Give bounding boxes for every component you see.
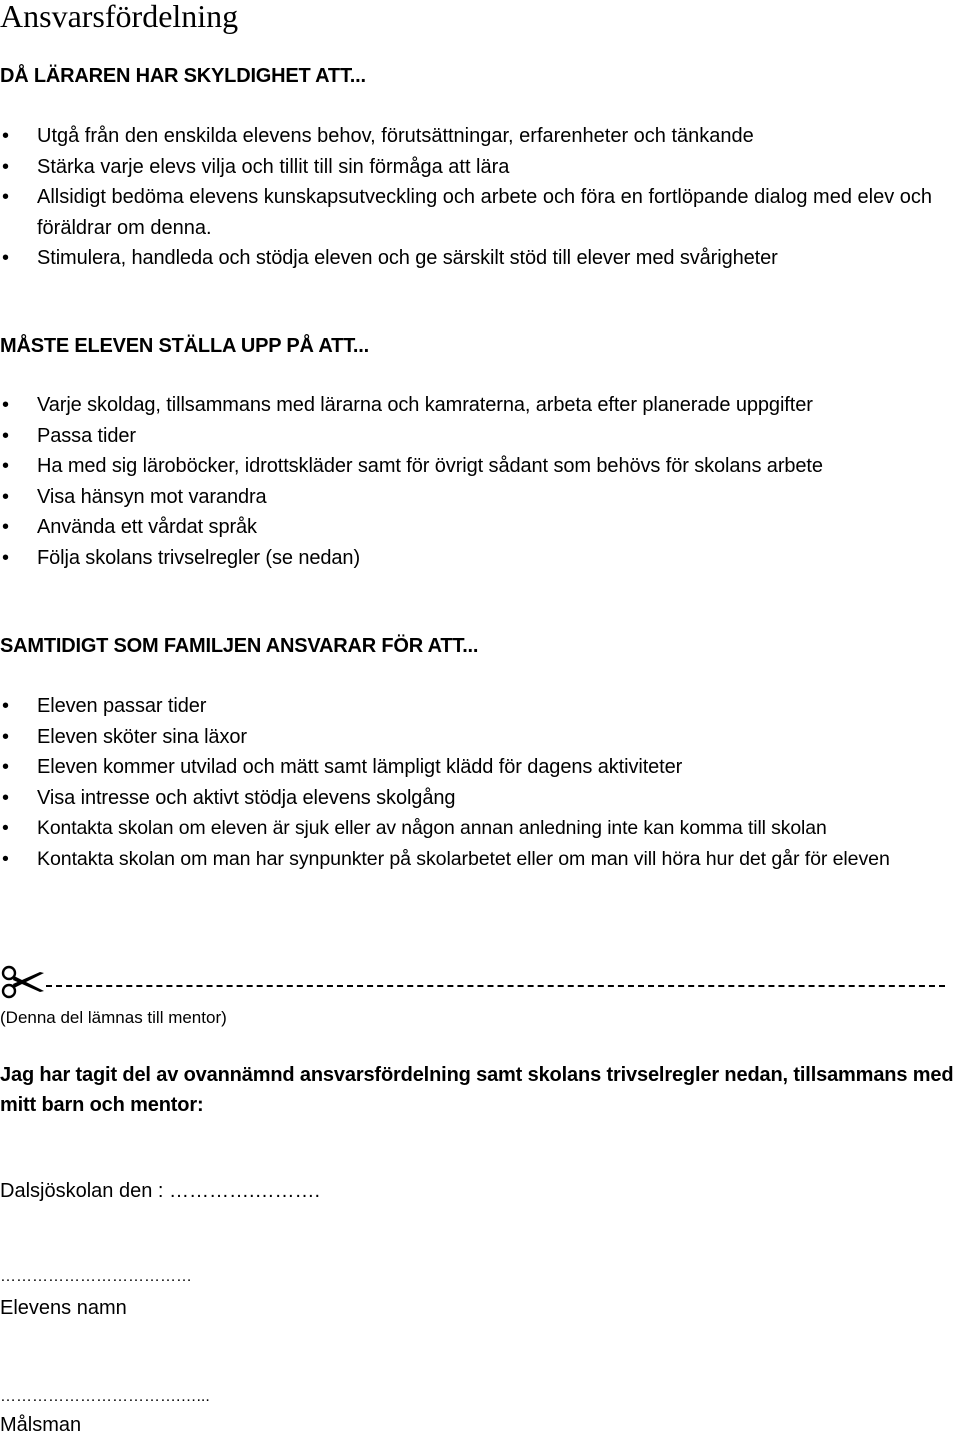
list-item: • Följa skolans trivselregler (se nedan): [0, 543, 942, 574]
list-item: • Allsidigt bedöma elevens kunskapsutveckling och arbete och föra en fortlöpande dialog med elev och föräldrar om denna.: [0, 182, 942, 243]
list-item: • Eleven sköter sina läxor: [0, 722, 942, 753]
page-title: Ansvarsfördelning: [0, 0, 239, 34]
list-item: • Visa intresse och aktivt stödja elevens skolgång: [0, 783, 942, 814]
student-signature-line: ………………………………: [0, 1268, 192, 1285]
list-item: • Utgå från den enskilda elevens behov, förutsättningar, erfarenheter och tänkande: [0, 121, 942, 152]
list-item: • Använda ett vårdat språk: [0, 512, 942, 543]
cut-line: [0, 964, 945, 1000]
list-item: • Stimulera, handleda och stödja eleven och ge särskilt stöd till elever med svårigheter: [0, 243, 942, 274]
section-heading-student: MÅSTE ELEVEN STÄLLA UPP PÅ ATT...: [0, 335, 369, 357]
student-duties-list: [0, 390, 942, 573]
cut-note: (Denna del lämnas till mentor): [0, 1008, 227, 1027]
scissors-icon: [0, 964, 46, 1000]
dashed-cut-line: [46, 985, 945, 987]
list-item: • Passa tider: [0, 421, 942, 452]
date-line: Dalsjöskolan den : ………….……….: [0, 1180, 321, 1202]
list-item: • Eleven passar tider: [0, 691, 942, 722]
confirmation-text: Jag har tagit del av ovannämnd ansvarsfördelning samt skolans trivselregler nedan, tillsammans med mitt barn och mentor:: [0, 1064, 954, 1116]
teacher-duties-list: [0, 121, 942, 274]
list-item: • Varje skoldag, tillsammans med lärarna och kamraterna, arbeta efter planerade uppgifter: [0, 390, 942, 421]
guardian-label: Målsman: [0, 1414, 82, 1436]
student-name-label: Elevens namn: [0, 1297, 127, 1319]
section-heading-family: SAMTIDIGT SOM FAMILJEN ANSVARAR FÖR ATT...: [0, 635, 479, 657]
guardian-signature-line: …………………………….…...: [0, 1388, 210, 1405]
list-item: • Ha med sig läroböcker, idrottskläder samt för övrigt sådant som behövs för skolans arbete: [0, 451, 942, 482]
list-item: • Kontakta skolan om man har synpunkter på skolarbetet eller om man vill höra hur det går för eleven: [0, 844, 942, 875]
section-heading-teacher: DÅ LÄRAREN HAR SKYLDIGHET ATT...: [0, 65, 366, 87]
list-item: • Stärka varje elevs vilja och tillit till sin förmåga att lära: [0, 152, 942, 183]
list-item: • Eleven kommer utvilad och mätt samt lämpligt klädd för dagens aktiviteter: [0, 752, 942, 783]
list-item: • Kontakta skolan om eleven är sjuk eller av någon annan anledning inte kan komma till skolan: [0, 813, 942, 844]
list-item: • Visa hänsyn mot varandra: [0, 482, 942, 513]
family-duties-list: [0, 691, 942, 874]
